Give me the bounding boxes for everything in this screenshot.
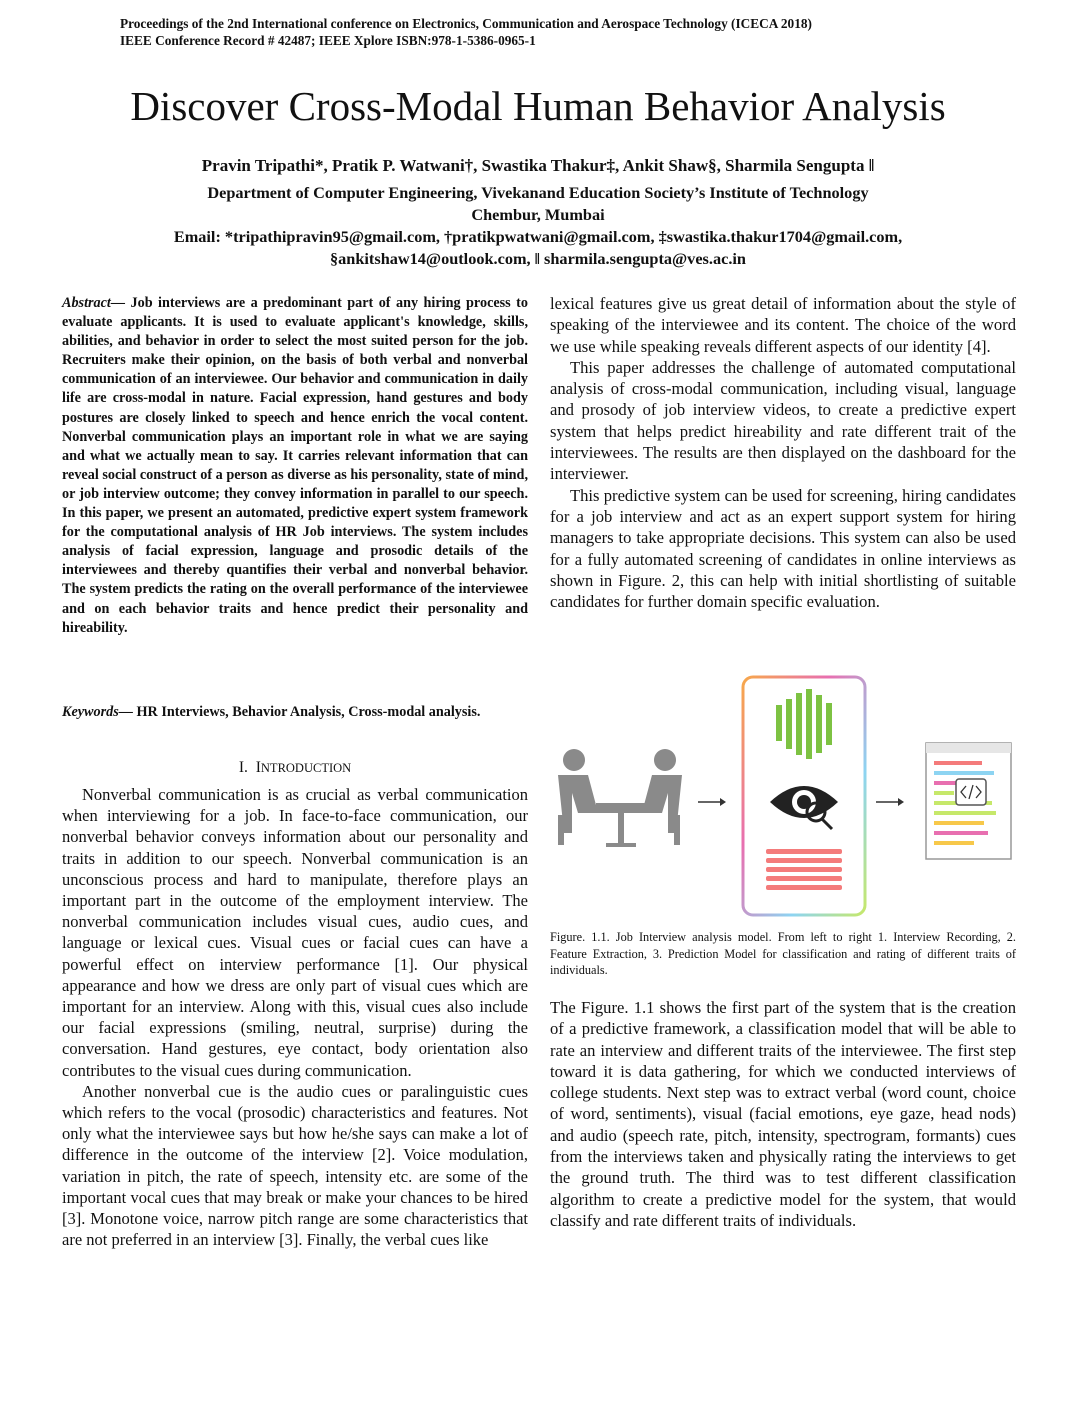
figure-caption: Figure. 1.1. Job Interview analysis model. From left to right 1. Interview Recording, 2. Feature Extraction, 3. Prediction Model for classification and rating of different traits of individuals. — [550, 930, 1016, 977]
abstract — [62, 294, 528, 638]
keywords — [62, 703, 528, 722]
job-interview-analysis-figure — [548, 675, 1018, 920]
section-title-initial: I — [255, 759, 261, 776]
keywords-text: HR Interviews, Behavior Analysis, Cross-modal analysis. — [132, 704, 481, 720]
paper-title: Discover Cross-Modal Human Behavior Analysis — [130, 83, 946, 129]
right-paragraph-2: This paper addresses the challenge of automated computational analysis of cross-modal communication, including visual, language and prosody of job interview videos, to create a predictive expert system that helps predict hireability and rate different trait of the interviewees. The results are then displayed on the dashboard for the interviewer. — [550, 357, 1016, 484]
audio-bars-icon — [776, 689, 832, 759]
abstract-text: Job interviews are a predominant part of any hiring process to evaluate applicants. It is used to evaluate applicant's knowledge, skills, abilities, and behavior in order to select the most suited person for the job. Recruiters make their opinion, on the basis of both verbal and nonverbal communication of an interviewee. Our behavior and communication in daily life are cross-modal in nature. Facial expression, hand gestures and body postures are closely linked to speech and hence enrich the vocal content. Nonverbal communication plays an important role in what we are saying and what we actually mean to say. It carries relevant information that can reveal social construct of a person as diverse as his personality, state of mind, or job interview outcome; they convey information in parallel to our speech. In this paper, we present an automated, predictive expert system framework for the computational analysis of HR Job interviews. The system includes analysis of facial expression, language and prosodic details of the interviewees and thereby quantifies their verbal and nonverbal behavior. The system predicts the rating on the overall performance of the interviewee and on each behavior traits and hence predict their personality and hireability. — [62, 295, 528, 636]
prediction-model-document-icon — [926, 743, 1011, 859]
intro-paragraph-1: Nonverbal communication is as crucial as verbal communication when interviewing for a job. In face-to-face communication, our nonverbal behavior conveys information about our personality and traits in addition to our speech. Nonverbal communication is an unconscious process and hard to manipulate, therefore plays an important part in the outcome of the employment interview. The nonverbal communication includes visual cues, audio cues, and language or lexical cues. Visual cues or facial cues can have a powerful effect on interview performance [1]. Our physical appearance and how we dress are only part of visual cues which are important for an interview. Along with this, visual cues also include our facial expressions (smiling, neutral, surprise) during the conversation. Hand gestures, eye contact, body orientation also contributes to the visual cues during communication. — [62, 785, 528, 1080]
section-number: I. — [238, 759, 248, 776]
text-lines-icon — [766, 849, 842, 890]
right-paragraph-1: lexical features give us great detail of information about the style of speaking of the interviewee and its content. The choice of the word we use while speaking reveals different aspects of our identity [4]. — [550, 294, 1016, 356]
eye-icon — [770, 786, 838, 829]
intro-paragraph-2: Another nonverbal cue is the audio cues or paralinguistic cues which refers to the vocal (prosodic) characteristics and features. Not only what the interviewee says but how he/she says can make a lot of difference in the outcome of the interview [2]. Voice modulation, variation in pitch, the rate of speech, intensity etc. are some of the important vocal cues that may break or make your chances to be hired [3]. Monotone voice, narrow pitch range are some characteristics that are not preferred in an interview [3]. Finally, the verbal cues like — [62, 1081, 528, 1250]
affiliation-department: Department of Computer Engineering, Vivekanand Education Society’s Institute of Technology — [207, 183, 869, 202]
header-line-1: Proceedings of the 2nd International conference on Electronics, Communication and Aerospace Technology (ICECA 2018) — [120, 16, 812, 31]
conference-header — [120, 15, 812, 49]
right-paragraph-3: This predictive system can be used for screening, hiring candidates for a job interview and act as an expert support system for hiring managers to take appropriate decisions. This system can also be used for a fully automated screening of candidates in online interviews as shown in Figure. 2, this can help with initial shortlisting of suitable candidates for further domain specific evaluation. — [550, 485, 1016, 612]
header-line-2: IEEE Conference Record # 42487; IEEE Xplore ISBN:978-1-5386-0965-1 — [120, 33, 536, 48]
keywords-label: Keywords— — [62, 704, 133, 720]
arrow-icon — [876, 798, 904, 806]
email-line-2: §ankitshaw14@outlook.com, ‖ sharmila.sengupta@ves.ac.in — [330, 249, 746, 268]
introduction-body — [62, 784, 528, 1250]
affiliation-location: Chembur, Mumbai — [471, 205, 605, 224]
right-column-top — [550, 293, 1016, 612]
section-heading-introduction — [62, 759, 528, 777]
right-paragraph-4: The Figure. 1.1 shows the first part of the system that is the creation of a predictive framework, a classification model that will be able to rate an interview and different traits of the interviewee. The first step toward it is data gathering, for which we conducted interviews of college students. Next step was to extract verbal (word count, choice of word, sentiments), visual (facial emotions, eye gaze, head nods) and audio (speech rate, pitch, intensity, spectrogram, formants) cues from the interviews taken and physically rating the interviews to get the ground truth. The third was to test different classification algorithm to create a predictive model for the system, that would classify and rate different traits of individuals. — [550, 998, 1016, 1230]
right-column-bottom — [550, 997, 1016, 1231]
abstract-label: Abstract— — [62, 295, 126, 311]
author-list: Pravin Tripathi*, Pratik P. Watwani†, Swastika Thakur‡, Ankit Shaw§, Sharmila Sengupta ‖ — [201, 156, 875, 175]
section-title-rest: NTRODUCTION — [260, 761, 352, 775]
interview-people-icon — [558, 749, 682, 847]
email-line-1: Email: *tripathipravin95@gmail.com, †pratikpwatwani@gmail.com, ‡swastika.thakur1704@gmail.com, — [173, 227, 903, 246]
arrow-icon — [698, 798, 726, 806]
